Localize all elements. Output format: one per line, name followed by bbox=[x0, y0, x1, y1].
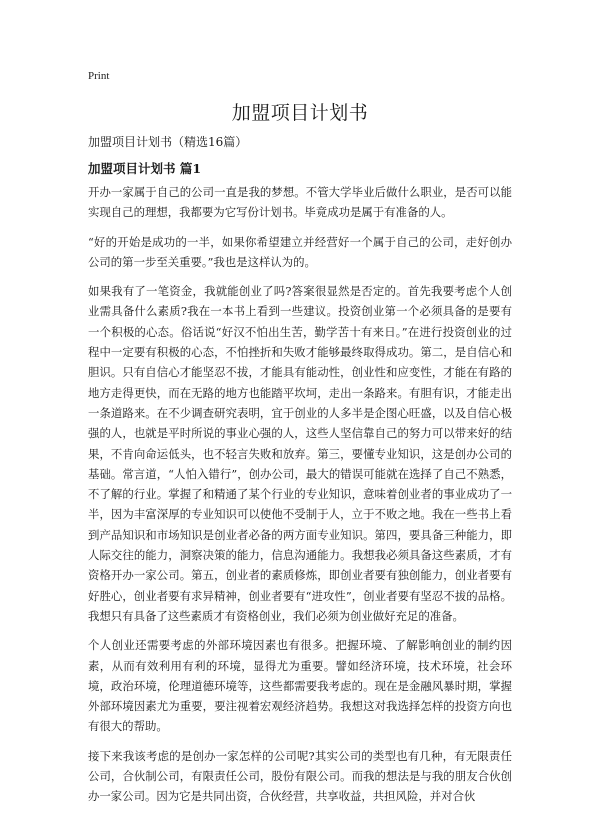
section-heading: 加盟项目计划书 篇1 bbox=[88, 161, 202, 176]
paragraph-2: “好的开始是成功的一半，如果你希望建立并经营好一个属于自己的公司，走好创办公司的第一步至关重要。”我也是这样认为的。 bbox=[88, 234, 512, 269]
paragraph-4: 个人创业还需要考虑的外部环境因素也有很多。把握环境、了解影响创业的制约因素，从而有效利用有利的环境，显得尤为重要。譬如经济环境，技术环境，社会环境，政治环境，伦理道德环境等，这些都需要我考虑的。现在是金融风暴时期，掌握外部环境因素尤为重要，要注视着宏观经济趋势。我想这对我选择怎样的投资方向也有很大的帮助。 bbox=[88, 638, 512, 734]
print-link[interactable]: Print bbox=[88, 70, 110, 82]
document-subtitle: 加盟项目计划书（精选16篇） bbox=[88, 135, 248, 149]
page-title: 加盟项目计划书 bbox=[231, 102, 369, 124]
paragraph-3: 如果我有了一笔资金，我就能创业了吗?答案很显然是否定的。首先我要考虑个人创业需具备什么素质?我在一本书上看到一些建议。投资创业第一个必须具备的是要有一个积极的心态。俗话说“好汉不怕出生苦，勤学苦十有来日。”在进行投资创业的过程中一定要有积极的心态，不怕挫折和失败才能够最终取得成功。第二，是自信心和胆识。只有自信心才能坚忍不拔，才能具有能动性，创业性和应变性，才能在有路的地方走得更快，而在无路的地方也能踏平坎坷，走出一条路来。有胆有识，才能走出一条道路来。在不少调查研究表明，宜于创业的人多半是企图心旺盛，以及自信心极强的人，也就是平时所说的事业心强的人，这些人坚信靠自己的努力可以带来好的结果，不肯向命运低头，也不轻言失败和放弃。第三，要懂专业知识，这是创办公司的基础。常言道，“人怕入错行”，创办公司，最大的错误可能就在选择了自己不熟悉，不了解的行业。掌握了和精通了某个行业的专业知识，意味着创业者的事业成功了一半，因为丰富深厚的专业知识可以使他不受制于人，立于不败之地。我在一些书上看到产品知识和市场知识是创业者必备的两方面专业知识。第四，要具备三种能力，即人际交往的能力，洞察决策的能力，信息沟通能力。我想我必须具备这些素质，才有资格开办一家公司。第五，创业者的素质修炼，即创业者要有独创能力，创业者要有好胜心，创业者要有求异精神，创业者要有“进攻性”，创业者要有坚忍不拔的品格。我想只有具备了这些素质才有资格创业，我们必须为创业做好充足的准备。 bbox=[88, 284, 512, 623]
document-body bbox=[88, 182, 512, 816]
paragraph-1: 开办一家属于自己的公司一直是我的梦想。不管大学毕业后做什么职业，是否可以能实现自己的理想，我都要为它写份计划书。毕竟成功是属于有准备的人。 bbox=[88, 185, 512, 220]
paragraph-5: 接下来我该考虑的是创办一家怎样的公司呢?其实公司的类型也有几种，有无限责任公司，合伙制公司，有限责任公司，股份有限公司。而我的想法是与我的朋友合伙创办一家公司。因为它是共同出资，合伙经营，共享收益，共担风险，并对合伙 bbox=[88, 748, 512, 804]
